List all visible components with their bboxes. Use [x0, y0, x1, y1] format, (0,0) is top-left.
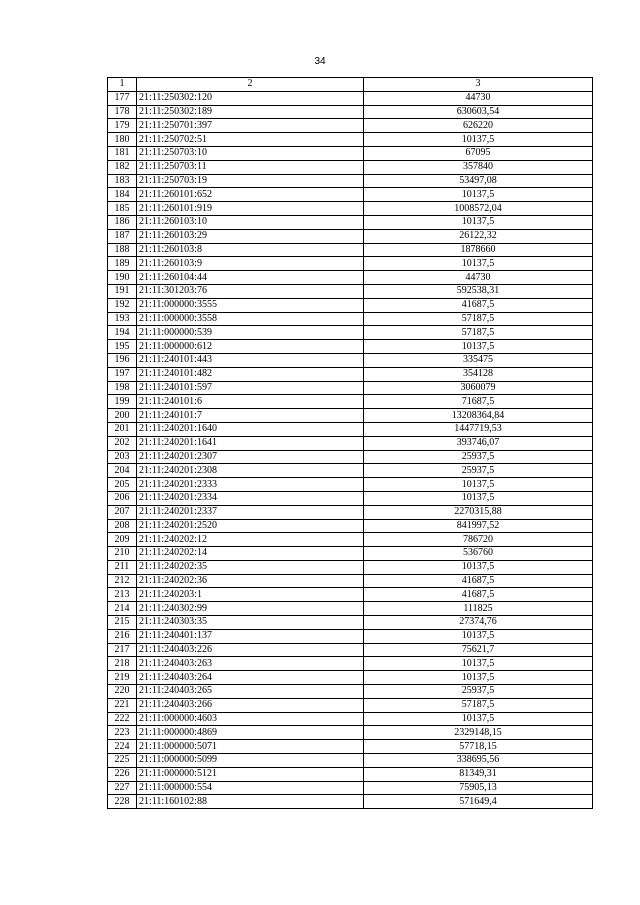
row-number-cell: 202 — [108, 436, 137, 450]
value-cell: 10137,5 — [364, 671, 593, 685]
value-cell: 1008572,04 — [364, 202, 593, 216]
cadastral-number-cell: 21:11:000000:5121 — [137, 767, 364, 781]
value-cell: 357840 — [364, 160, 593, 174]
row-number-cell: 193 — [108, 312, 137, 326]
row-number-cell: 207 — [108, 505, 137, 519]
table-row — [108, 215, 593, 229]
table-body — [108, 78, 593, 809]
row-number-cell: 191 — [108, 284, 137, 298]
value-cell: 41687,5 — [364, 588, 593, 602]
value-cell: 10137,5 — [364, 560, 593, 574]
table-row — [108, 712, 593, 726]
table-row — [108, 312, 593, 326]
value-cell: 57718,15 — [364, 740, 593, 754]
value-cell: 10137,5 — [364, 478, 593, 492]
cadastral-number-cell: 21:11:240101:443 — [137, 353, 364, 367]
row-number-cell: 217 — [108, 643, 137, 657]
table-row — [108, 395, 593, 409]
table-row — [108, 781, 593, 795]
row-number-cell: 223 — [108, 726, 137, 740]
value-cell: 67095 — [364, 146, 593, 160]
table-row — [108, 353, 593, 367]
row-number-cell: 194 — [108, 326, 137, 340]
cadastral-number-cell: 21:11:240201:2308 — [137, 464, 364, 478]
cadastral-number-cell: 21:11:000000:3558 — [137, 312, 364, 326]
cadastral-number-cell: 21:11:240202:35 — [137, 560, 364, 574]
row-number-cell: 197 — [108, 367, 137, 381]
table-row — [108, 257, 593, 271]
table-row — [108, 602, 593, 616]
row-number-cell: 227 — [108, 781, 137, 795]
row-number-cell: 226 — [108, 767, 137, 781]
value-cell: 111825 — [364, 602, 593, 616]
row-number-cell: 201 — [108, 422, 137, 436]
cadastral-number-cell: 21:11:240201:2334 — [137, 491, 364, 505]
row-number-cell: 214 — [108, 602, 137, 616]
row-number-cell: 220 — [108, 685, 137, 699]
value-cell: 53497,08 — [364, 174, 593, 188]
row-number-cell: 190 — [108, 271, 137, 285]
cadastral-number-cell: 21:11:000000:5099 — [137, 754, 364, 768]
cadastral-number-cell: 21:11:240203:1 — [137, 588, 364, 602]
value-cell: 626220 — [364, 119, 593, 133]
cadastral-number-cell: 21:11:000000:612 — [137, 340, 364, 354]
row-number-cell: 210 — [108, 547, 137, 561]
cadastral-number-cell: 21:11:240302:99 — [137, 602, 364, 616]
value-cell: 354128 — [364, 367, 593, 381]
cadastral-number-cell: 21:11:250302:120 — [137, 91, 364, 105]
cadastral-number-cell: 21:11:250703:11 — [137, 160, 364, 174]
value-cell: 10137,5 — [364, 629, 593, 643]
row-number-cell: 189 — [108, 257, 137, 271]
cadastral-number-cell: 21:11:240101:6 — [137, 395, 364, 409]
row-number-cell: 213 — [108, 588, 137, 602]
value-cell: 393746,07 — [364, 436, 593, 450]
row-number-cell: 199 — [108, 395, 137, 409]
value-cell: 3060079 — [364, 381, 593, 395]
row-number-cell: 196 — [108, 353, 137, 367]
row-number-cell: 203 — [108, 450, 137, 464]
cadastral-number-cell: 21:11:240101:7 — [137, 409, 364, 423]
table-row — [108, 491, 593, 505]
cadastral-number-cell: 21:11:250703:10 — [137, 146, 364, 160]
value-cell: 25937,5 — [364, 464, 593, 478]
cadastral-number-cell: 21:11:240101:482 — [137, 367, 364, 381]
value-cell: 57187,5 — [364, 326, 593, 340]
cadastral-number-cell: 21:11:000000:539 — [137, 326, 364, 340]
table-row — [108, 560, 593, 574]
table-row — [108, 105, 593, 119]
data-table — [107, 77, 593, 809]
value-cell: 13208364,84 — [364, 409, 593, 423]
cadastral-number-cell: 21:11:240201:2520 — [137, 519, 364, 533]
value-cell: 57187,5 — [364, 312, 593, 326]
row-number-cell: 208 — [108, 519, 137, 533]
row-number-cell: 221 — [108, 698, 137, 712]
row-number-cell: 186 — [108, 215, 137, 229]
cadastral-number-cell: 21:11:000000:3555 — [137, 298, 364, 312]
value-cell: 44730 — [364, 91, 593, 105]
table-row — [108, 698, 593, 712]
row-number-cell: 183 — [108, 174, 137, 188]
table-row — [108, 726, 593, 740]
cadastral-number-cell: 21:11:240201:1641 — [137, 436, 364, 450]
row-number-cell: 188 — [108, 243, 137, 257]
table-row — [108, 174, 593, 188]
cadastral-number-cell: 21:11:301203:76 — [137, 284, 364, 298]
row-number-cell: 218 — [108, 657, 137, 671]
value-cell: 536760 — [364, 547, 593, 561]
table-row — [108, 478, 593, 492]
table-row — [108, 298, 593, 312]
table-row — [108, 436, 593, 450]
row-number-cell: 228 — [108, 795, 137, 809]
cadastral-number-cell: 21:11:250702:51 — [137, 133, 364, 147]
cadastral-number-cell: 21:11:260101:652 — [137, 188, 364, 202]
row-number-cell: 182 — [108, 160, 137, 174]
cadastral-number-cell: 21:11:240401:137 — [137, 629, 364, 643]
cadastral-number-cell: 21:11:240201:1640 — [137, 422, 364, 436]
row-number-cell: 184 — [108, 188, 137, 202]
table-row — [108, 671, 593, 685]
header-cell-number: 1 — [108, 78, 137, 92]
value-cell: 2270315,88 — [364, 505, 593, 519]
cadastral-number-cell: 21:11:240202:12 — [137, 533, 364, 547]
table-row — [108, 464, 593, 478]
row-number-cell: 205 — [108, 478, 137, 492]
table-row — [108, 505, 593, 519]
row-number-cell: 206 — [108, 491, 137, 505]
row-number-cell: 178 — [108, 105, 137, 119]
cadastral-number-cell: 21:11:240201:2337 — [137, 505, 364, 519]
table-row — [108, 685, 593, 699]
row-number-cell: 185 — [108, 202, 137, 216]
value-cell: 2329148,15 — [364, 726, 593, 740]
value-cell: 75905,13 — [364, 781, 593, 795]
cadastral-number-cell: 21:11:260103:8 — [137, 243, 364, 257]
cadastral-number-cell: 21:11:250703:19 — [137, 174, 364, 188]
cadastral-number-cell: 21:11:240403:264 — [137, 671, 364, 685]
value-cell: 25937,5 — [364, 450, 593, 464]
value-cell: 75621,7 — [364, 643, 593, 657]
row-number-cell: 181 — [108, 146, 137, 160]
value-cell: 10137,5 — [364, 340, 593, 354]
cadastral-number-cell: 21:11:000000:554 — [137, 781, 364, 795]
cadastral-number-cell: 21:11:240201:2307 — [137, 450, 364, 464]
table-row — [108, 740, 593, 754]
cadastral-number-cell: 21:11:250302:189 — [137, 105, 364, 119]
table-row — [108, 381, 593, 395]
value-cell: 841997,52 — [364, 519, 593, 533]
table-row — [108, 533, 593, 547]
table-row — [108, 754, 593, 768]
table-row — [108, 146, 593, 160]
value-cell: 41687,5 — [364, 574, 593, 588]
row-number-cell: 216 — [108, 629, 137, 643]
value-cell: 41687,5 — [364, 298, 593, 312]
value-cell: 26122,32 — [364, 229, 593, 243]
header-cell-value: 3 — [364, 78, 593, 92]
cadastral-number-cell: 21:11:260101:919 — [137, 202, 364, 216]
row-number-cell: 180 — [108, 133, 137, 147]
table-row — [108, 229, 593, 243]
row-number-cell: 179 — [108, 119, 137, 133]
table-row — [108, 119, 593, 133]
cadastral-number-cell: 21:11:240403:265 — [137, 685, 364, 699]
value-cell: 1878660 — [364, 243, 593, 257]
cadastral-number-cell: 21:11:240303:35 — [137, 616, 364, 630]
value-cell: 10137,5 — [364, 188, 593, 202]
value-cell: 786720 — [364, 533, 593, 547]
row-number-cell: 219 — [108, 671, 137, 685]
value-cell: 335475 — [364, 353, 593, 367]
cadastral-number-cell: 21:11:000000:4869 — [137, 726, 364, 740]
row-number-cell: 177 — [108, 91, 137, 105]
value-cell: 81349,31 — [364, 767, 593, 781]
table-row — [108, 409, 593, 423]
table-row — [108, 243, 593, 257]
table-row — [108, 271, 593, 285]
value-cell: 25937,5 — [364, 685, 593, 699]
table-row — [108, 795, 593, 809]
value-cell: 630603,54 — [364, 105, 593, 119]
cadastral-number-cell: 21:11:240202:14 — [137, 547, 364, 561]
value-cell: 10137,5 — [364, 657, 593, 671]
row-number-cell: 192 — [108, 298, 137, 312]
cadastral-number-cell: 21:11:240201:2333 — [137, 478, 364, 492]
row-number-cell: 195 — [108, 340, 137, 354]
cadastral-number-cell: 21:11:160102:88 — [137, 795, 364, 809]
value-cell: 10137,5 — [364, 133, 593, 147]
table-row — [108, 643, 593, 657]
cadastral-number-cell: 21:11:240403:266 — [137, 698, 364, 712]
cadastral-number-cell: 21:11:240101:597 — [137, 381, 364, 395]
table-row — [108, 133, 593, 147]
value-cell: 27374,76 — [364, 616, 593, 630]
cadastral-number-cell: 21:11:260103:9 — [137, 257, 364, 271]
table-row — [108, 160, 593, 174]
row-number-cell: 209 — [108, 533, 137, 547]
table-row — [108, 326, 593, 340]
value-cell: 57187,5 — [364, 698, 593, 712]
value-cell: 71687,5 — [364, 395, 593, 409]
cadastral-number-cell: 21:11:250701:397 — [137, 119, 364, 133]
table-row — [108, 574, 593, 588]
table-row — [108, 202, 593, 216]
cadastral-number-cell: 21:11:260104:44 — [137, 271, 364, 285]
value-cell: 10137,5 — [364, 215, 593, 229]
page-number: 34 — [314, 56, 326, 67]
table-row — [108, 629, 593, 643]
table-row — [108, 284, 593, 298]
value-cell: 44730 — [364, 271, 593, 285]
table-row — [108, 188, 593, 202]
table-row — [108, 767, 593, 781]
table-row — [108, 367, 593, 381]
cadastral-number-cell: 21:11:260103:29 — [137, 229, 364, 243]
cadastral-number-cell: 21:11:260103:10 — [137, 215, 364, 229]
table-row — [108, 547, 593, 561]
header-cell-cadastral: 2 — [137, 78, 364, 92]
table-row — [108, 340, 593, 354]
value-cell: 571649,4 — [364, 795, 593, 809]
row-number-cell: 204 — [108, 464, 137, 478]
row-number-cell: 198 — [108, 381, 137, 395]
table-row — [108, 450, 593, 464]
value-cell: 1447719,53 — [364, 422, 593, 436]
row-number-cell: 212 — [108, 574, 137, 588]
value-cell: 10137,5 — [364, 257, 593, 271]
table-row — [108, 91, 593, 105]
table-row — [108, 422, 593, 436]
table-row — [108, 519, 593, 533]
value-cell: 10137,5 — [364, 712, 593, 726]
value-cell: 338695,56 — [364, 754, 593, 768]
cadastral-number-cell: 21:11:240403:263 — [137, 657, 364, 671]
value-cell: 592538,31 — [364, 284, 593, 298]
row-number-cell: 222 — [108, 712, 137, 726]
table-row — [108, 616, 593, 630]
table-header-row — [108, 78, 593, 92]
row-number-cell: 224 — [108, 740, 137, 754]
row-number-cell: 200 — [108, 409, 137, 423]
table-row — [108, 657, 593, 671]
cadastral-number-cell: 21:11:240403:226 — [137, 643, 364, 657]
table-row — [108, 588, 593, 602]
row-number-cell: 187 — [108, 229, 137, 243]
value-cell: 10137,5 — [364, 491, 593, 505]
row-number-cell: 225 — [108, 754, 137, 768]
row-number-cell: 215 — [108, 616, 137, 630]
cadastral-number-cell: 21:11:000000:4603 — [137, 712, 364, 726]
cadastral-number-cell: 21:11:000000:5071 — [137, 740, 364, 754]
row-number-cell: 211 — [108, 560, 137, 574]
cadastral-number-cell: 21:11:240202:36 — [137, 574, 364, 588]
